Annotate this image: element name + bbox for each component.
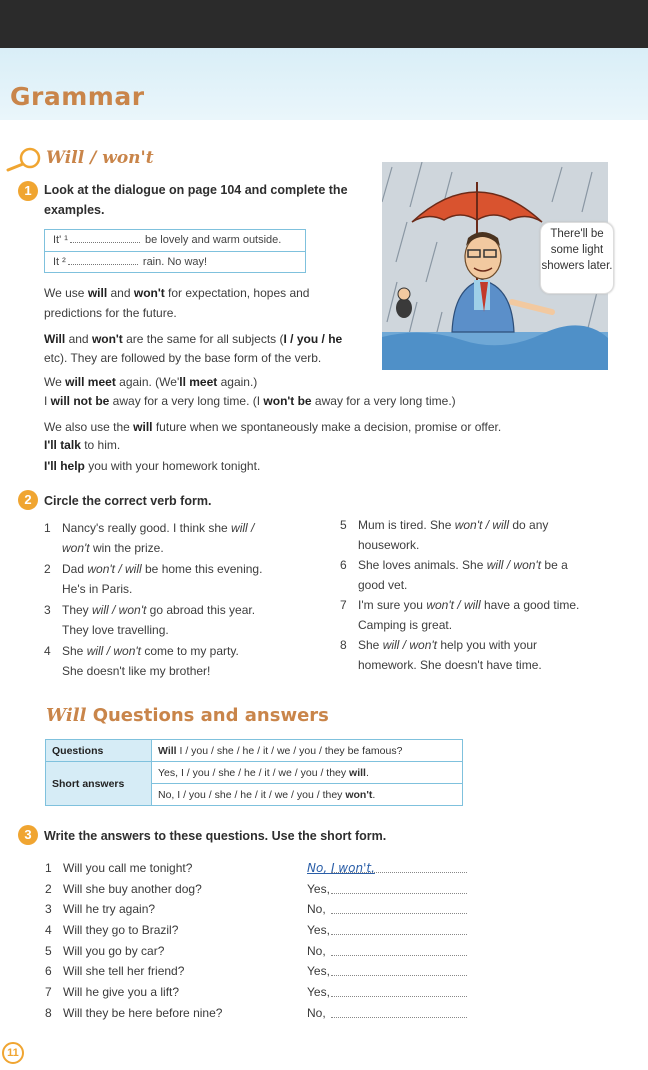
answer-blank[interactable] xyxy=(331,893,467,894)
rule-spontaneous: We also use the will future when we spontaneously make a decision, promise or offer. xyxy=(44,420,502,434)
answer-prefix: No, xyxy=(307,943,326,958)
answer-prefix: Yes, xyxy=(307,881,330,896)
verb-choice[interactable]: will / xyxy=(231,521,255,535)
answer-row xyxy=(45,982,475,1003)
answer-row xyxy=(45,879,475,900)
task-2-column-left xyxy=(44,518,334,682)
examples-box xyxy=(44,229,306,273)
exercise-item: 6 She loves animals. She will / won't be a good vet. xyxy=(340,558,568,592)
page-number: 11 xyxy=(2,1042,24,1064)
verb-choice[interactable]: won't xyxy=(62,541,90,555)
exercise-item: 2 Dad won't / will be home this evening. He's in Paris. xyxy=(44,562,263,596)
answer-blank[interactable] xyxy=(331,1017,467,1018)
short-answers-label: Short answers xyxy=(46,762,152,806)
example-row: It' ¹ be lovely and warm outside. xyxy=(45,230,305,251)
no-answer-cell: No, I / you / she / he / it / we / you / they won't. xyxy=(152,784,463,806)
answer-row xyxy=(45,1003,475,1024)
task-2-instruction: Circle the correct verb form. xyxy=(44,494,212,508)
task-2-column-right xyxy=(340,515,630,675)
blank-line[interactable] xyxy=(68,253,138,265)
exercise-item: 4 She will / won't come to my party. She doesn't like my brother! xyxy=(44,644,239,678)
answers-list xyxy=(45,858,475,1024)
example-will-meet: We will meet again. (We'll meet again.) xyxy=(44,375,258,389)
example-ill-talk: I'll talk to him. xyxy=(44,438,121,452)
question-text: 3 Will he try again? xyxy=(45,902,156,917)
answer-prefix[interactable]: No, I won't. xyxy=(307,861,375,875)
verb-choice[interactable]: will / won't xyxy=(86,644,141,658)
will-questions-table xyxy=(45,739,463,806)
answer-row xyxy=(45,858,475,879)
question-text: 4 Will they go to Brazil? xyxy=(45,923,179,938)
exercise-item: 1 Nancy's really good. I think she will / won't win the prize. xyxy=(44,521,255,555)
verb-choice[interactable]: won't / will xyxy=(454,518,510,532)
section-title-questions: Will Questions and answers xyxy=(46,705,329,726)
task-3-instruction: Write the answers to these questions. Use the short form. xyxy=(44,829,387,843)
rule-expectation: We use will and won't for expectation, hopes and xyxy=(44,286,310,300)
yes-answer-cell: Yes, I / you / she / he / it / we / you / they will. xyxy=(152,762,463,784)
question-text: 7 Will he give you a lift? xyxy=(45,985,180,1000)
answer-prefix: Yes, xyxy=(307,964,330,979)
answer-row xyxy=(45,899,475,920)
rule-expectation-line2: predictions for the future. xyxy=(44,306,177,320)
answer-blank[interactable] xyxy=(331,996,467,997)
question-text: 8 Will they be here before nine? xyxy=(45,1005,223,1020)
answer-blank[interactable] xyxy=(331,913,467,914)
answer-row xyxy=(45,920,475,941)
task-2-badge: 2 xyxy=(18,490,38,510)
answer-blank[interactable] xyxy=(331,872,467,873)
section-title-will-wont: Will / won't xyxy=(46,148,154,168)
task-1-badge: 1 xyxy=(18,181,38,201)
answer-prefix: No, xyxy=(307,902,326,917)
question-text: 6 Will she tell her friend? xyxy=(45,964,185,979)
exercise-item: 7 I'm sure you won't / will have a good time. Camping is great. xyxy=(340,598,580,632)
answer-blank[interactable] xyxy=(331,955,467,956)
answer-row xyxy=(45,941,475,962)
verb-choice[interactable]: won't / will xyxy=(426,598,481,612)
task-3-badge: 3 xyxy=(18,825,38,845)
rule-subjects-line2: etc). They are followed by the base form of the verb. xyxy=(44,351,322,365)
verb-choice[interactable]: will / won't xyxy=(382,638,437,652)
verb-choice[interactable]: will / won't xyxy=(486,558,542,572)
question-text: 5 Will you go by car? xyxy=(45,943,165,958)
answer-prefix: No, xyxy=(307,1005,326,1020)
exercise-item: 8 She will / won't help you with your homework. She doesn't have time. xyxy=(340,638,542,672)
exercise-item: 3 They will / won't go abroad this year. They love travelling. xyxy=(44,603,256,637)
example-ill-help: I'll help you with your homework tonight. xyxy=(44,459,261,473)
rule-subjects: Will and won't are the same for all subjects (I / you / he xyxy=(44,332,343,346)
blank-line[interactable] xyxy=(70,231,140,243)
page-title: Grammar xyxy=(10,82,145,111)
example-will-not-be: I will not be away for a very long time. (I won't be away for a very long time.) xyxy=(44,394,456,408)
answer-blank[interactable] xyxy=(331,934,467,935)
verb-choice[interactable]: will / won't xyxy=(92,603,147,617)
question-text: 1 Will you call me tonight? xyxy=(45,861,193,875)
verb-choice[interactable]: won't / will xyxy=(87,562,142,576)
magnifier-icon xyxy=(4,146,44,172)
question-text: 2 Will she buy another dog? xyxy=(45,881,202,896)
task-1-instruction: Look at the dialogue on page 104 and complete the examples. xyxy=(44,183,348,217)
questions-label: Questions xyxy=(46,740,152,762)
speech-bubble: There'll be some light showers later. xyxy=(540,222,614,294)
exercise-item: 5 Mum is tired. She won't / will do any housework. xyxy=(340,518,549,552)
answer-prefix: Yes, xyxy=(307,923,330,938)
answer-prefix: Yes, xyxy=(307,985,330,1000)
questions-cell: Will I / you / she / he / it / we / you / they be famous? xyxy=(152,740,463,762)
answer-blank[interactable] xyxy=(331,975,467,976)
example-row: It ² rain. No way! xyxy=(45,251,305,272)
top-bar xyxy=(0,0,648,48)
answer-row xyxy=(45,961,475,982)
